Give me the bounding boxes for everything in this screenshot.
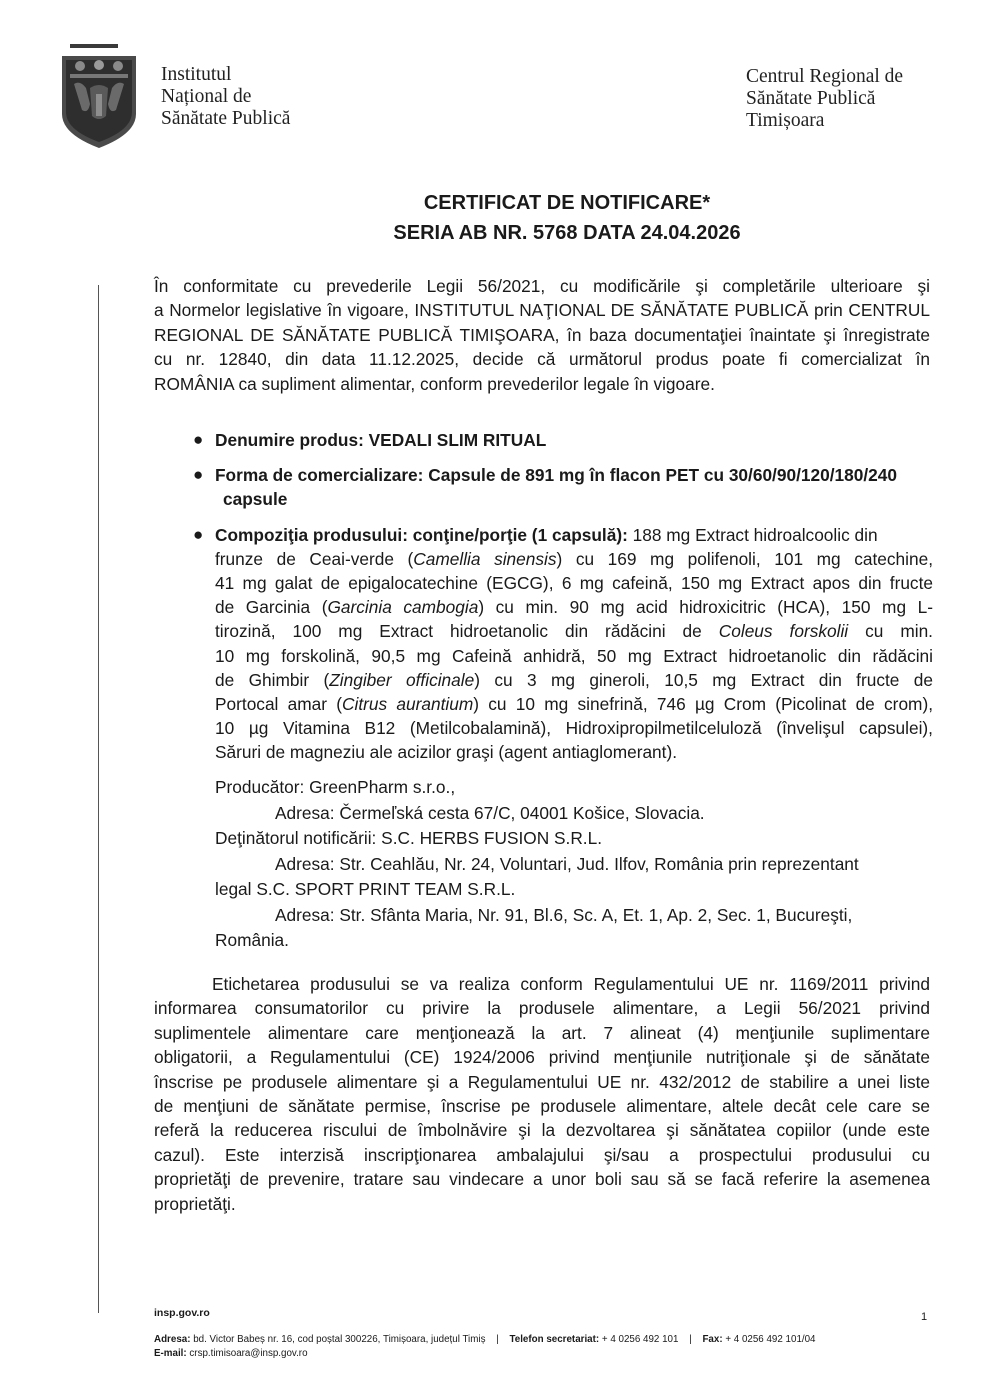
footer-separator: | bbox=[496, 1334, 499, 1345]
product-form-item bbox=[193, 463, 933, 511]
bullet-icon: ● bbox=[193, 465, 204, 485]
certificate-title: CERTIFICAT DE NOTIFICARE* bbox=[423, 192, 711, 214]
labeling-paragraph bbox=[154, 972, 930, 1216]
institution-left-line: Național de bbox=[161, 86, 252, 107]
composition-line: de Garcinia (Garcinia cambogia) cu min. 90 mg acid hidroxicitric (HCA), 150 mg L- bbox=[215, 597, 933, 618]
footer-fax-label: Fax: bbox=[702, 1334, 723, 1345]
parties-block bbox=[215, 775, 905, 954]
composition-line: tirozină, 100 mg Extract hidroetanolic din rădăcini de Coleus forskolii cu min. bbox=[215, 621, 933, 642]
footer-contact bbox=[154, 1333, 816, 1361]
composition-line: frunze de Ceai-verde (Camellia sinensis) cu 169 mg polifenoli, 101 mg catechine, bbox=[215, 548, 933, 569]
latin-name: Zingiber officinale bbox=[329, 669, 475, 690]
institution-left-line: Sănătate Publică bbox=[161, 108, 291, 129]
institution-right-line: Centrul Regional de bbox=[746, 66, 904, 87]
footer-fax: + 4 0256 492 101/04 bbox=[725, 1334, 816, 1345]
latin-name: Coleus forskolii bbox=[718, 621, 849, 642]
page-number: 1 bbox=[921, 1311, 928, 1323]
footer-phone-label: Telefon secretariat: bbox=[509, 1334, 600, 1345]
institution-right-line: Sănătate Publică bbox=[746, 88, 876, 109]
composition-line: de Ghimbir (Zingiber officinale) cu 3 mg gineroli, 10,5 mg Extract din fructe de bbox=[215, 669, 933, 690]
producer-address: Adresa: Čermeľská cesta 67/C, 04001 Košice, Slovacia. bbox=[275, 802, 705, 823]
labeling-line: înscrise pe produsele alimentare şi a Regulamentului UE nr. 432/2012 de stabilire a unei liste bbox=[154, 1071, 930, 1092]
product-composition-item bbox=[193, 523, 933, 765]
representative-address: Adresa: Str. Sfânta Maria, Nr. 91, Bl.6, Sc. A, Et. 1, Ap. 2, Sec. 1, Bucureşti, bbox=[275, 904, 853, 925]
labeling-line: obligatorii, a Regulamentului (CE) 1924/2006 privind menţiunile nutriţionale şi de sănătate bbox=[154, 1047, 930, 1068]
intro-line: ROMÂNIA ca supliment alimentar, conform prevederilor legale în vigoare. bbox=[154, 373, 715, 394]
composition-line: Portocal amar (Citrus aurantium) cu 10 mg sinefrină, 746 µg Crom (Picolinat de crom), bbox=[215, 694, 934, 715]
footer-phone: + 4 0256 492 101 bbox=[601, 1334, 679, 1345]
product-name-item bbox=[193, 428, 933, 452]
bullet-icon: ● bbox=[193, 524, 204, 544]
latin-name: Garcinia cambogia bbox=[327, 597, 479, 618]
product-form-value: Capsule de 891 mg în flacon PET cu 30/60/90/120/180/240 bbox=[428, 465, 897, 486]
footer-address: bd. Victor Babeș nr. 16, cod poștal 300226, Timișoara, județul Timiș bbox=[193, 1334, 486, 1345]
composition-label: Compoziţia produsului: conţine/porţie (1 capsulă): bbox=[215, 524, 628, 545]
representative-address-cont: România. bbox=[215, 930, 289, 950]
institution-name-right bbox=[746, 66, 903, 132]
labeling-line: suplimentele alimentare care menţionează la art. 7 alineat (4) menţiunile suplimentare bbox=[154, 1022, 930, 1043]
labeling-line: proprietăţi de prevenire, tratare sau vindecare a unor boli sau să se facă referire la asemenea bbox=[154, 1169, 930, 1190]
composition-text: 188 mg Extract hidroalcoolic din bbox=[632, 524, 878, 545]
footer-email-label: E-mail: bbox=[154, 1348, 187, 1359]
intro-line: REGIONAL DE SĂNĂTATE PUBLICĂ TIMIŞOARA, în baza documentaţiei înaintate şi înregistrate bbox=[154, 324, 930, 345]
product-details-list bbox=[193, 428, 933, 765]
composition-line: 10 mg forskolină, 90,5 mg Cafeină anhidră, 50 mg Extract hidroetanolic din rădăcini bbox=[215, 645, 933, 666]
footer-address-label: Adresa: bbox=[154, 1334, 191, 1345]
labeling-line: proprietăţi. bbox=[154, 1193, 236, 1214]
certificate-series: SERIA AB NR. 5768 DATA 24.04.2026 bbox=[393, 222, 741, 244]
footer-email: crsp.timisoara@insp.gov.ro bbox=[189, 1348, 308, 1359]
producer-line: Producător: GreenPharm s.r.o., bbox=[215, 777, 456, 797]
labeling-line: informarea consumatorilor cu privire la produsele alimentare, a Legii 56/2021 privind bbox=[154, 998, 930, 1019]
footer-website: insp.gov.ro bbox=[154, 1307, 210, 1319]
composition-line: 10 µg Vitamina B12 (Metilcobalamină), Hidroxipropilmetilceluloză (învelişul capsulei), bbox=[215, 718, 933, 739]
composition-line: Săruri de magneziu ale acizilor graşi (agent antiaglomerant). bbox=[215, 742, 678, 763]
margin-rule bbox=[98, 285, 99, 1313]
product-form-value-cont: capsule bbox=[223, 489, 288, 510]
intro-line: În conformitate cu prevederile Legii 56/2021, cu modificările şi completările ulterioare şi bbox=[154, 276, 930, 296]
labeling-line: de menţiuni de sănătate permise, înscrise pe produsele alimentare, altele decât cele care se bbox=[154, 1096, 930, 1117]
holder-line: Deţinătorul notificării: S.C. HERBS FUSION S.R.L. bbox=[215, 828, 603, 848]
latin-name: Citrus aurantium bbox=[342, 694, 474, 715]
intro-line: a Normelor legislative în vigoare, INSTITUTUL NAŢIONAL DE SĂNĂTATE PUBLICĂ prin CENTRUL bbox=[154, 300, 930, 321]
product-name-value: VEDALI SLIM RITUAL bbox=[368, 430, 547, 450]
holder-address: Adresa: Str. Ceahlău, Nr. 24, Voluntari, Jud. Ilfov, România prin reprezentant bbox=[275, 853, 859, 874]
labeling-line: Etichetarea produsului se va realiza conform Regulamentului UE nr. 1169/2011 privind bbox=[212, 974, 930, 994]
footer-separator: | bbox=[689, 1334, 692, 1345]
labeling-line: referă la reducerea riscului de îmbolnăvire şi la dezvoltarea şi sănătatea copiilor (unde este bbox=[154, 1120, 930, 1141]
insp-shield-logo-icon bbox=[60, 44, 138, 148]
intro-paragraph bbox=[154, 274, 930, 396]
institution-left-line: Institutul bbox=[161, 64, 232, 85]
labeling-line: cazul). Este interzisă inscripţionarea ambalajului şi/sau a prospectului produsului cu bbox=[154, 1144, 930, 1165]
product-name-label: Denumire produs: bbox=[215, 430, 364, 450]
latin-name: Camellia sinensis bbox=[413, 548, 557, 569]
bullet-icon: ● bbox=[193, 430, 204, 449]
holder-representative: legal S.C. SPORT PRINT TEAM S.R.L. bbox=[215, 879, 516, 899]
product-form-label: Forma de comercializare: bbox=[215, 465, 424, 486]
institution-right-line: Timișoara bbox=[746, 110, 825, 131]
intro-line: cu nr. 12840, din data 11.12.2025, decide că următorul produs poate fi comercializat în bbox=[154, 349, 930, 370]
institution-name-left bbox=[161, 64, 290, 130]
composition-line: 41 mg galat de epigalocatechine (EGCG), 6 mg cafeină, 150 mg Extract apos din fructe bbox=[215, 573, 933, 594]
